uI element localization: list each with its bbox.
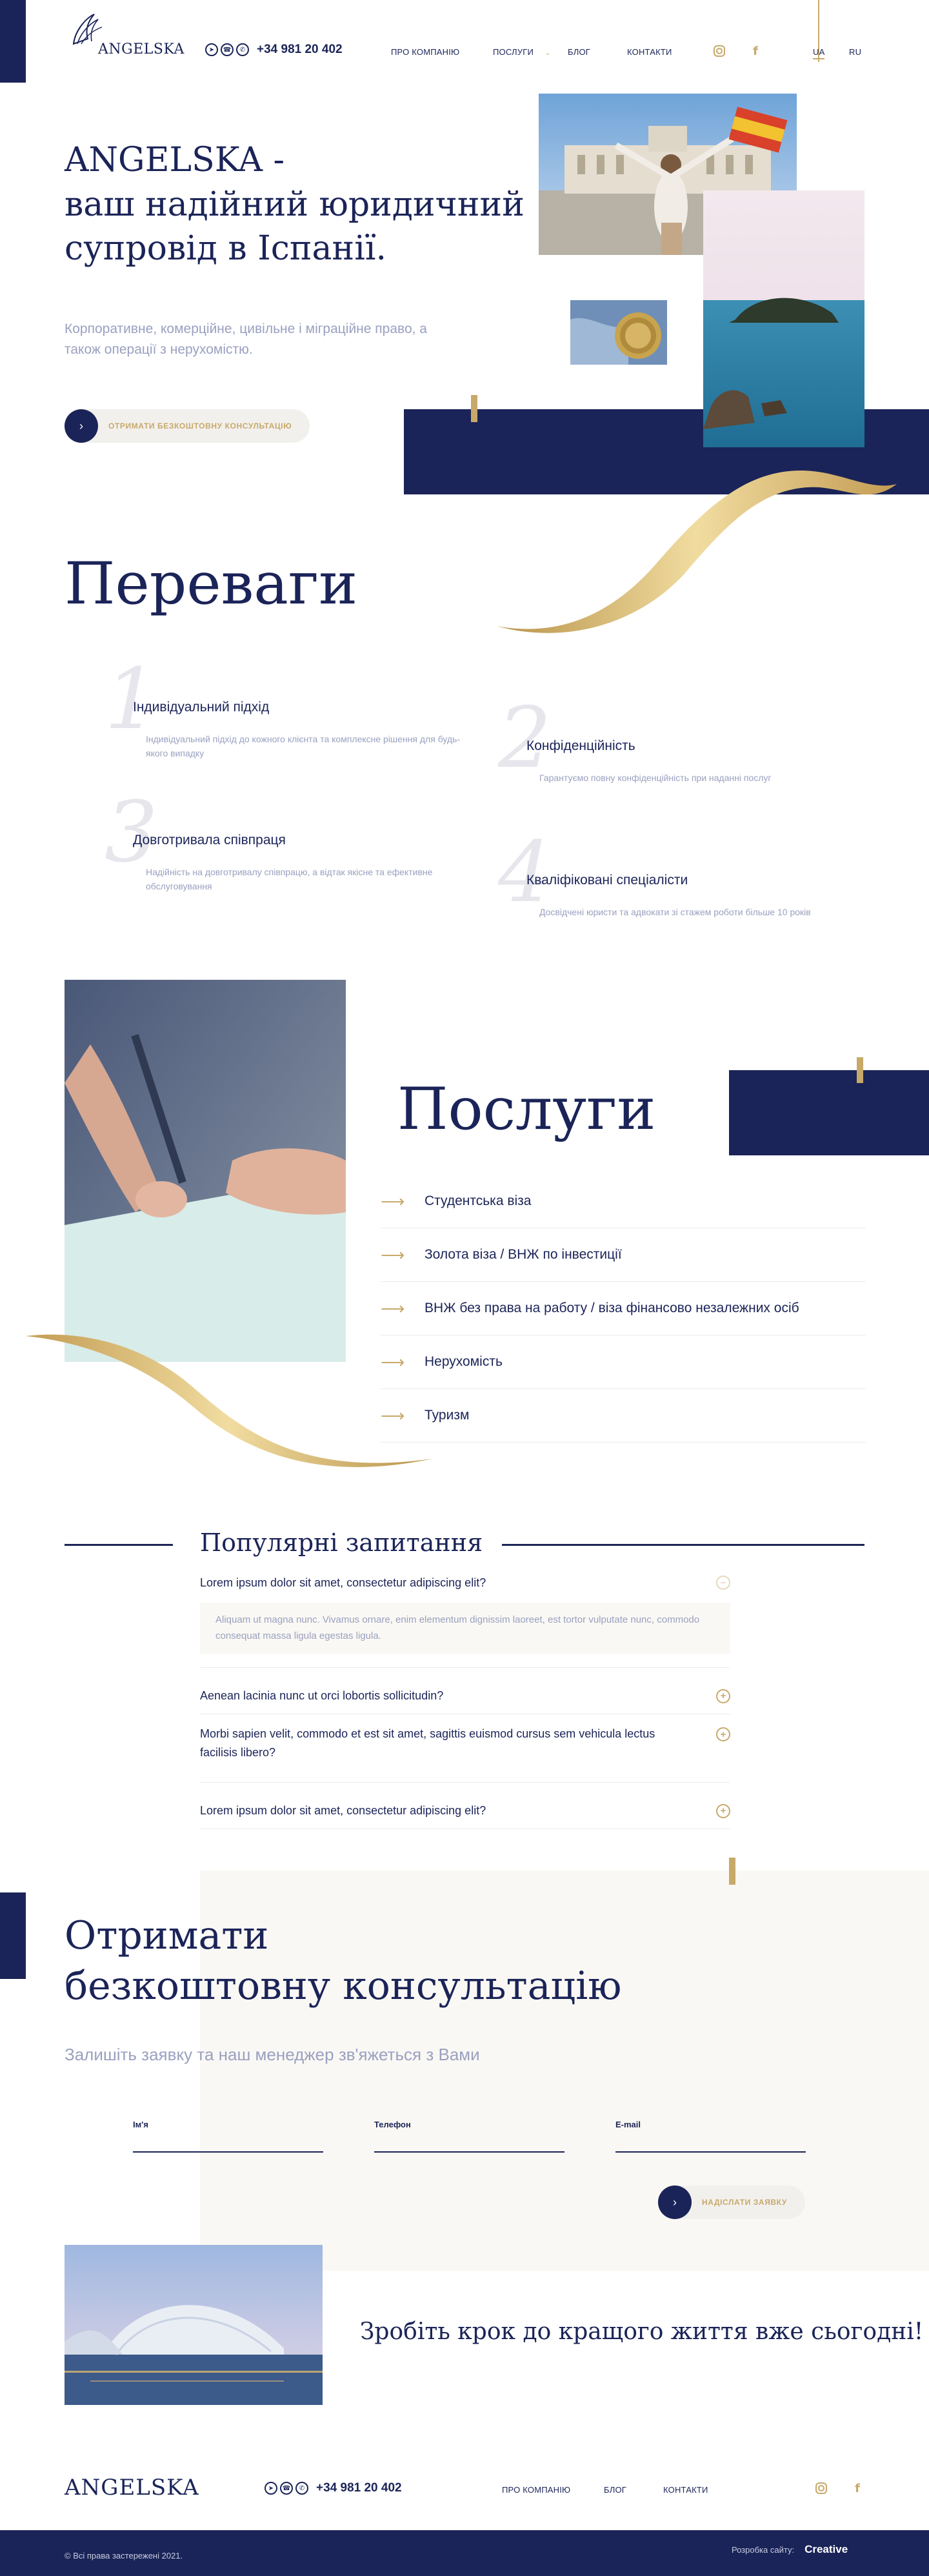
whatsapp-icon[interactable]: ☎ bbox=[280, 2482, 293, 2495]
benefits-heading: Переваги bbox=[65, 550, 358, 618]
faq-answer: Aliquam ut magna nunc. Vivamus ornare, enim elementum dignissim laoreet, est tortor vulputate nunc, commodo consequat massa ligula egestas ligula. bbox=[200, 1603, 730, 1654]
arrow-right-icon: ⟶ bbox=[381, 1405, 405, 1425]
telegram-icon[interactable]: ➤ bbox=[265, 2482, 277, 2495]
chevron-right-icon: › bbox=[65, 409, 98, 443]
consult-accent-bar bbox=[0, 1892, 26, 1979]
submit-label: НАДІСЛАТИ ЗАЯВКУ bbox=[702, 2198, 787, 2207]
faq-item[interactable] bbox=[200, 1678, 730, 1714]
benefit-title: Індивідуальний підхід bbox=[133, 700, 270, 715]
benefit-text: Надійність на довготривалу співпрацю, а відтак якісне та ефективне обслуговування bbox=[146, 867, 433, 892]
benefit-text: Досвідчені юристи та адвокати зі стажем роботи більше 10 років bbox=[539, 907, 811, 917]
hero-image-coin bbox=[570, 300, 667, 365]
promo-text: Зробіть крок до кращого життя вже сьогодні! bbox=[360, 2318, 924, 2345]
logo-text: ANGELSKA bbox=[98, 41, 185, 57]
faq-line-right bbox=[502, 1544, 864, 1546]
telegram-icon[interactable]: ➤ bbox=[205, 43, 218, 56]
footer-nav-contacts[interactable]: КОНТАКТИ bbox=[663, 2485, 708, 2495]
nav-contacts[interactable]: КОНТАКТИ bbox=[627, 47, 672, 57]
facebook-icon[interactable]: f bbox=[855, 2481, 860, 2495]
faq-question: Morbi sapien velit, commodo et est sit amet, sagittis euismod cursus sem vehicula lectus facilisis libero? bbox=[200, 1727, 655, 1759]
plus-icon[interactable]: + bbox=[716, 1804, 730, 1818]
services-image-signing bbox=[65, 980, 346, 1362]
benefit-title: Кваліфіковані спеціалісти bbox=[526, 873, 688, 887]
benefit-number: 4 bbox=[498, 823, 552, 921]
benefit-number: 1 bbox=[105, 650, 158, 748]
plus-icon[interactable]: + bbox=[716, 1689, 730, 1703]
benefit-text: Індивідуальний підхід до кожного клієнта та комплексне рішення для будь-якого випадку bbox=[146, 734, 461, 759]
chevron-down-icon: ⌄ bbox=[544, 50, 551, 57]
site-logo[interactable] bbox=[68, 13, 185, 59]
benefit-title: Довготривала співпраця bbox=[133, 833, 286, 847]
header-phone[interactable]: +34 981 20 402 bbox=[257, 43, 343, 56]
name-field bbox=[133, 2120, 323, 2153]
hero-subtitle: Корпоративне, комерційне, цивільне і міграційне право, а також операції з нерухомістю. bbox=[65, 321, 427, 357]
consult-heading bbox=[65, 1911, 622, 2011]
faq-question: Aenean lacinia nunc ut orci lobortis sollicitudin? bbox=[200, 1689, 444, 1703]
name-input[interactable] bbox=[133, 2136, 323, 2153]
submit-button[interactable] bbox=[658, 2186, 805, 2219]
faq-heading: Популярні запитання bbox=[200, 1528, 483, 1557]
service-item[interactable] bbox=[381, 1335, 866, 1389]
footer-nav-blog[interactable]: БЛОГ bbox=[604, 2485, 627, 2495]
chevron-right-icon: › bbox=[658, 2186, 692, 2219]
arrow-right-icon: ⟶ bbox=[381, 1298, 405, 1318]
phone-field bbox=[374, 2120, 564, 2153]
benefit-number: 2 bbox=[498, 689, 552, 787]
email-field-label: E-mail bbox=[615, 2120, 641, 2129]
service-item[interactable] bbox=[381, 1175, 866, 1228]
hero-gold-mark bbox=[471, 395, 477, 422]
consult-subtitle: Залишіть заявку та наш менеджер зв'яжеться з Вами bbox=[65, 2045, 480, 2064]
hero-title-line3: супровід в Іспанії. bbox=[65, 229, 387, 269]
name-field-label: Ім'я bbox=[133, 2120, 148, 2129]
consult-heading-line1: Отримати bbox=[65, 1913, 269, 1958]
consult-gold-mark bbox=[729, 1858, 735, 1885]
hero-image-sea bbox=[703, 190, 864, 447]
instagram-icon[interactable] bbox=[814, 2481, 828, 2495]
facebook-icon[interactable]: f bbox=[753, 44, 758, 58]
hero-title bbox=[65, 138, 529, 271]
footer-phone[interactable]: +34 981 20 402 bbox=[316, 2481, 402, 2495]
arrow-right-icon: ⟶ bbox=[381, 1191, 405, 1211]
lang-ua[interactable]: UA bbox=[813, 47, 824, 59]
developer-label: Розробка сайту: bbox=[732, 2544, 795, 2555]
minus-icon[interactable]: − bbox=[716, 1576, 730, 1590]
faq-item[interactable] bbox=[200, 1725, 730, 1783]
service-label: Туризм bbox=[425, 1408, 470, 1423]
benefit-text: Гарантуємо повну конфіденційність при наданні послуг bbox=[539, 773, 772, 783]
developer-name: Creative bbox=[804, 2543, 848, 2555]
faq-question: Lorem ipsum dolor sit amet, consectetur adipiscing elit? bbox=[200, 1804, 486, 1818]
footer-nav-about[interactable]: ПРО КОМПАНІЮ bbox=[502, 2485, 571, 2495]
hero-title-line1: ANGELSKA - bbox=[65, 141, 285, 179]
hero-cta-label: ОТРИМАТИ БЕЗКОШТОВНУ КОНСУЛЬТАЦІЮ bbox=[108, 421, 292, 431]
footer-contacts bbox=[265, 2481, 402, 2495]
arrow-right-icon: ⟶ bbox=[381, 1352, 405, 1372]
services-gold-mark bbox=[857, 1057, 863, 1083]
phone-input[interactable] bbox=[374, 2136, 564, 2153]
instagram-icon[interactable] bbox=[712, 44, 726, 58]
promo-image-city bbox=[65, 2245, 323, 2405]
nav-services-label: ПОСЛУГИ bbox=[493, 47, 534, 57]
whatsapp-icon[interactable]: ☎ bbox=[221, 43, 234, 56]
viber-icon[interactable]: ✆ bbox=[236, 43, 249, 56]
service-label: Нерухомість bbox=[425, 1354, 503, 1369]
hero-title-line2: ваш надійний юридичний bbox=[65, 185, 524, 224]
developer-credit[interactable] bbox=[732, 2543, 848, 2556]
copyright: © Всі права застережені 2021. bbox=[65, 2551, 183, 2561]
header-accent-bar bbox=[0, 0, 26, 83]
viber-icon[interactable]: ✆ bbox=[295, 2482, 308, 2495]
nav-services[interactable] bbox=[493, 47, 550, 57]
faq-item[interactable] bbox=[200, 1574, 730, 1668]
services-navy-block bbox=[729, 1070, 929, 1155]
faq-line-left bbox=[65, 1544, 173, 1546]
email-field bbox=[615, 2120, 806, 2153]
services-heading: Послуги bbox=[397, 1075, 656, 1143]
service-label: Студентська віза bbox=[425, 1193, 532, 1208]
footer-logo[interactable]: ANGELSKA bbox=[65, 2475, 199, 2500]
nav-about[interactable]: ПРО КОМПАНІЮ bbox=[391, 47, 460, 57]
benefit-number: 3 bbox=[105, 783, 158, 881]
service-label: ВНЖ без права на работу / віза фінансово незалежних осіб bbox=[425, 1301, 799, 1315]
consult-heading-line2: безкоштовну консультацію bbox=[65, 1963, 622, 2009]
phone-field-label: Телефон bbox=[374, 2120, 411, 2129]
hero-cta-button[interactable] bbox=[65, 409, 310, 443]
service-item[interactable] bbox=[381, 1228, 866, 1282]
nav-blog[interactable]: БЛОГ bbox=[568, 47, 591, 57]
service-item[interactable] bbox=[381, 1282, 866, 1335]
benefit-title: Конфіденційність bbox=[526, 738, 635, 753]
faq-item[interactable] bbox=[200, 1793, 730, 1829]
faq-question: Lorem ipsum dolor sit amet, consectetur adipiscing elit? bbox=[200, 1576, 486, 1589]
arrow-right-icon: ⟶ bbox=[381, 1244, 405, 1264]
gold-ribbon-decoration bbox=[490, 452, 903, 645]
service-label: Золота віза / ВНЖ по інвестиції bbox=[425, 1247, 622, 1262]
gold-ribbon-decoration bbox=[26, 1317, 439, 1485]
email-input[interactable] bbox=[615, 2136, 806, 2153]
header-contacts bbox=[205, 43, 343, 57]
plus-icon[interactable]: + bbox=[716, 1727, 730, 1741]
lang-ru[interactable]: RU bbox=[849, 47, 862, 57]
service-item[interactable] bbox=[381, 1389, 866, 1443]
